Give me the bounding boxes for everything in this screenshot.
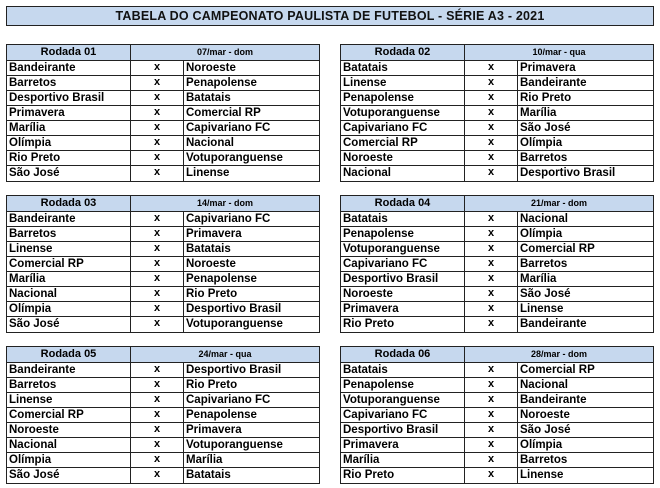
- versus-mark: x: [465, 76, 518, 90]
- away-team: Nacional: [186, 137, 234, 149]
- away-team: Primavera: [186, 228, 242, 240]
- round-date: 14/mar - dom: [196, 198, 254, 208]
- round-date: 28/mar - dom: [530, 349, 588, 359]
- versus-mark: x: [131, 257, 184, 271]
- home-team: Rio Preto: [341, 317, 465, 332]
- versus-mark: x: [465, 166, 518, 181]
- round-table: [6, 44, 320, 182]
- away-team: Barretos: [520, 152, 568, 164]
- home-team: Linense: [7, 393, 131, 407]
- home-team: Comercial RP: [341, 136, 465, 150]
- versus-mark: x: [131, 438, 184, 452]
- page-title: TABELA DO CAMPEONATO PAULISTA DE FUTEBOL - SÉRIE A3 - 2021: [6, 6, 654, 26]
- round-header: [341, 45, 653, 61]
- versus-mark: x: [465, 121, 518, 135]
- home-team: Votuporanguense: [341, 242, 465, 256]
- match-row: [7, 76, 319, 91]
- versus-mark: x: [131, 408, 184, 422]
- versus-mark: x: [131, 302, 184, 316]
- match-row: [341, 393, 653, 408]
- away-team: Bandeirante: [520, 77, 587, 89]
- match-row: [341, 166, 653, 181]
- home-team: Noroeste: [7, 423, 131, 437]
- versus-mark: x: [465, 151, 518, 165]
- away-team: Comercial RP: [520, 364, 595, 376]
- versus-mark: x: [465, 408, 518, 422]
- versus-mark: x: [131, 468, 184, 483]
- away-team: Rio Preto: [520, 92, 572, 104]
- home-team: Marília: [7, 121, 131, 135]
- match-row: [341, 378, 653, 393]
- round-date: 21/mar - dom: [530, 198, 588, 208]
- match-row: [341, 227, 653, 242]
- home-team: Noroeste: [341, 151, 465, 165]
- away-team: Rio Preto: [186, 288, 238, 300]
- round-name: Rodada 02: [341, 45, 465, 60]
- round-table: [340, 195, 654, 333]
- versus-mark: x: [465, 302, 518, 316]
- home-team: Batatais: [341, 212, 465, 226]
- away-team: Primavera: [520, 62, 576, 74]
- round-header: [341, 196, 653, 212]
- away-team: Bandeirante: [520, 394, 587, 406]
- versus-mark: x: [131, 242, 184, 256]
- versus-mark: x: [131, 61, 184, 75]
- away-team: Penapolense: [186, 77, 257, 89]
- home-team: Linense: [7, 242, 131, 256]
- round-name: Rodada 03: [7, 196, 131, 211]
- versus-mark: x: [131, 106, 184, 120]
- home-team: Nacional: [7, 287, 131, 301]
- versus-mark: x: [465, 287, 518, 301]
- match-row: [7, 272, 319, 287]
- match-row: [7, 378, 319, 393]
- match-row: [341, 438, 653, 453]
- match-row: [7, 257, 319, 272]
- away-team: Penapolense: [186, 409, 257, 421]
- away-team: Comercial RP: [520, 243, 595, 255]
- match-row: [7, 166, 319, 181]
- away-team: Noroeste: [520, 409, 570, 421]
- match-row: [7, 317, 319, 332]
- home-team: Primavera: [341, 302, 465, 316]
- away-team: Marília: [520, 273, 557, 285]
- match-row: [341, 106, 653, 121]
- home-team: Desportivo Brasil: [7, 91, 131, 105]
- away-team: Capivariano FC: [186, 122, 271, 134]
- away-team: Noroeste: [186, 62, 236, 74]
- round-name: Rodada 06: [341, 347, 465, 362]
- match-row: [7, 151, 319, 166]
- home-team: Noroeste: [341, 287, 465, 301]
- away-team: Desportivo Brasil: [186, 364, 282, 376]
- away-team: Capivariano FC: [186, 394, 271, 406]
- match-row: [341, 287, 653, 302]
- away-team: Marília: [520, 107, 557, 119]
- versus-mark: x: [465, 227, 518, 241]
- versus-mark: x: [465, 453, 518, 467]
- away-team: Votuporanguense: [186, 318, 283, 330]
- match-row: [7, 408, 319, 423]
- match-row: [7, 468, 319, 483]
- versus-mark: x: [131, 378, 184, 392]
- match-row: [341, 91, 653, 106]
- round-date: 07/mar - dom: [196, 47, 254, 57]
- away-team: Votuporanguense: [186, 439, 283, 451]
- versus-mark: x: [131, 136, 184, 150]
- match-row: [7, 136, 319, 151]
- versus-mark: x: [131, 151, 184, 165]
- home-team: Bandeirante: [7, 363, 131, 377]
- match-row: [7, 106, 319, 121]
- versus-mark: x: [465, 61, 518, 75]
- versus-mark: x: [131, 363, 184, 377]
- away-team: Olímpia: [520, 228, 563, 240]
- away-team: Votuporanguense: [186, 152, 283, 164]
- match-row: [7, 423, 319, 438]
- match-row: [341, 363, 653, 378]
- away-team: Capivariano FC: [186, 213, 271, 225]
- away-team: Marília: [186, 454, 223, 466]
- away-team: Noroeste: [186, 258, 236, 270]
- versus-mark: x: [465, 468, 518, 483]
- round-name: Rodada 05: [7, 347, 131, 362]
- versus-mark: x: [465, 242, 518, 256]
- match-row: [341, 468, 653, 483]
- versus-mark: x: [465, 106, 518, 120]
- round-date: 24/mar - qua: [198, 349, 252, 359]
- match-row: [341, 423, 653, 438]
- away-team: Comercial RP: [186, 107, 261, 119]
- match-row: [341, 76, 653, 91]
- versus-mark: x: [131, 393, 184, 407]
- away-team: Batatais: [186, 243, 231, 255]
- home-team: Nacional: [341, 166, 465, 181]
- home-team: Barretos: [7, 378, 131, 392]
- round-date: 10/mar - qua: [532, 47, 586, 57]
- match-row: [341, 136, 653, 151]
- match-row: [341, 257, 653, 272]
- match-row: [341, 302, 653, 317]
- home-team: Olímpia: [7, 453, 131, 467]
- versus-mark: x: [465, 136, 518, 150]
- home-team: Penapolense: [341, 378, 465, 392]
- versus-mark: x: [465, 257, 518, 271]
- match-row: [7, 302, 319, 317]
- home-team: Linense: [341, 76, 465, 90]
- match-row: [7, 438, 319, 453]
- round-header: [7, 196, 319, 212]
- away-team: Batatais: [186, 469, 231, 481]
- home-team: Capivariano FC: [341, 408, 465, 422]
- match-row: [7, 393, 319, 408]
- versus-mark: x: [465, 272, 518, 286]
- round-header: [7, 45, 319, 61]
- match-row: [7, 453, 319, 468]
- away-team: Linense: [520, 303, 564, 315]
- away-team: Nacional: [520, 379, 568, 391]
- round-name: Rodada 04: [341, 196, 465, 211]
- home-team: Primavera: [341, 438, 465, 452]
- round-table: [6, 346, 320, 484]
- round-header: [7, 347, 319, 363]
- round-table: [340, 346, 654, 484]
- versus-mark: x: [131, 453, 184, 467]
- versus-mark: x: [131, 227, 184, 241]
- round-table: [340, 44, 654, 182]
- away-team: Nacional: [520, 213, 568, 225]
- match-row: [341, 121, 653, 136]
- match-row: [7, 242, 319, 257]
- match-row: [341, 453, 653, 468]
- away-team: Desportivo Brasil: [186, 303, 282, 315]
- home-team: Comercial RP: [7, 257, 131, 271]
- home-team: Barretos: [7, 227, 131, 241]
- away-team: Barretos: [520, 258, 568, 270]
- match-row: [7, 61, 319, 76]
- home-team: São José: [7, 468, 131, 483]
- home-team: Barretos: [7, 76, 131, 90]
- away-team: Bandeirante: [520, 318, 587, 330]
- match-row: [7, 227, 319, 242]
- home-team: Rio Preto: [7, 151, 131, 165]
- home-team: Votuporanguense: [341, 393, 465, 407]
- home-team: Olímpia: [7, 136, 131, 150]
- match-row: [7, 212, 319, 227]
- match-row: [341, 317, 653, 332]
- home-team: Penapolense: [341, 91, 465, 105]
- home-team: Primavera: [7, 106, 131, 120]
- away-team: São José: [520, 424, 571, 436]
- versus-mark: x: [465, 378, 518, 392]
- home-team: Desportivo Brasil: [341, 272, 465, 286]
- versus-mark: x: [465, 91, 518, 105]
- versus-mark: x: [131, 287, 184, 301]
- home-team: Bandeirante: [7, 61, 131, 75]
- versus-mark: x: [465, 363, 518, 377]
- away-team: Desportivo Brasil: [520, 167, 616, 179]
- home-team: Bandeirante: [7, 212, 131, 226]
- home-team: Olímpia: [7, 302, 131, 316]
- away-team: Batatais: [186, 92, 231, 104]
- versus-mark: x: [131, 212, 184, 226]
- round-table: [6, 195, 320, 333]
- home-team: Capivariano FC: [341, 257, 465, 271]
- away-team: Rio Preto: [186, 379, 238, 391]
- match-row: [7, 287, 319, 302]
- away-team: Olímpia: [520, 439, 563, 451]
- home-team: Nacional: [7, 438, 131, 452]
- versus-mark: x: [131, 91, 184, 105]
- versus-mark: x: [465, 423, 518, 437]
- home-team: Batatais: [341, 363, 465, 377]
- versus-mark: x: [131, 166, 184, 181]
- home-team: Rio Preto: [341, 468, 465, 483]
- home-team: Penapolense: [341, 227, 465, 241]
- away-team: Penapolense: [186, 273, 257, 285]
- away-team: Primavera: [186, 424, 242, 436]
- versus-mark: x: [465, 212, 518, 226]
- home-team: Marília: [341, 453, 465, 467]
- home-team: São José: [7, 166, 131, 181]
- home-team: Capivariano FC: [341, 121, 465, 135]
- match-row: [341, 242, 653, 257]
- versus-mark: x: [131, 423, 184, 437]
- away-team: São José: [520, 288, 571, 300]
- match-row: [7, 121, 319, 136]
- match-row: [7, 91, 319, 106]
- versus-mark: x: [465, 393, 518, 407]
- match-row: [7, 363, 319, 378]
- versus-mark: x: [131, 76, 184, 90]
- match-row: [341, 272, 653, 287]
- versus-mark: x: [131, 317, 184, 332]
- versus-mark: x: [131, 272, 184, 286]
- versus-mark: x: [131, 121, 184, 135]
- round-header: [341, 347, 653, 363]
- home-team: Comercial RP: [7, 408, 131, 422]
- match-row: [341, 61, 653, 76]
- away-team: Linense: [520, 469, 564, 481]
- away-team: São José: [520, 122, 571, 134]
- match-row: [341, 408, 653, 423]
- versus-mark: x: [465, 317, 518, 332]
- home-team: Batatais: [341, 61, 465, 75]
- home-team: Votuporanguense: [341, 106, 465, 120]
- versus-mark: x: [465, 438, 518, 452]
- away-team: Barretos: [520, 454, 568, 466]
- away-team: Linense: [186, 167, 230, 179]
- match-row: [341, 151, 653, 166]
- match-row: [341, 212, 653, 227]
- away-team: Olímpia: [520, 137, 563, 149]
- home-team: São José: [7, 317, 131, 332]
- home-team: Marília: [7, 272, 131, 286]
- round-name: Rodada 01: [7, 45, 131, 60]
- home-team: Desportivo Brasil: [341, 423, 465, 437]
